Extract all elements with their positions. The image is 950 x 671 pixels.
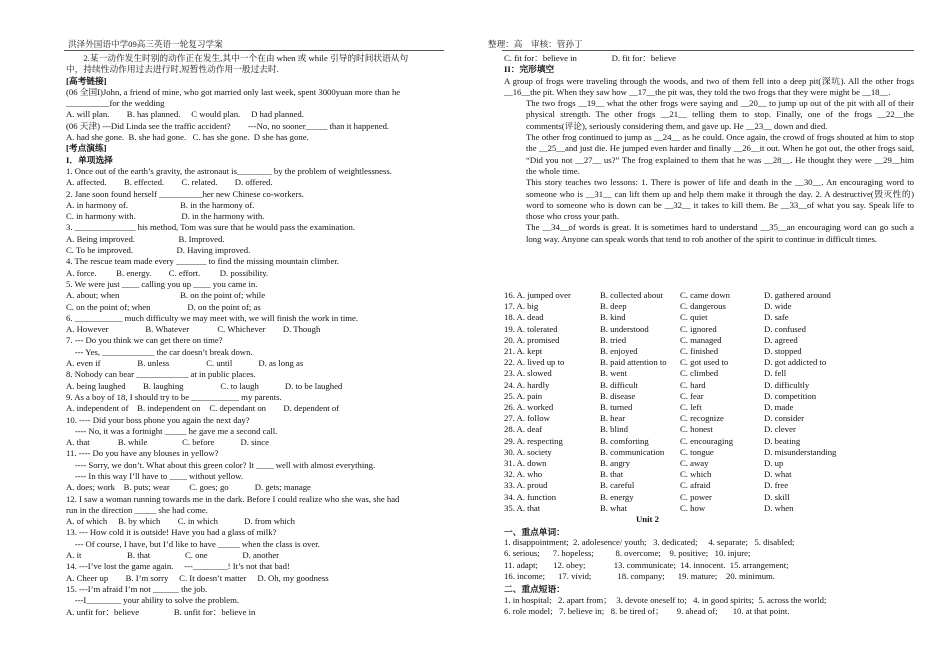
- text-line: A. affected. B. effected. C. related. D. offered.: [66, 177, 273, 188]
- cloze-option: 18. A. dead: [504, 312, 544, 323]
- cloze-option: D. skill: [764, 491, 790, 502]
- text-line: C. in harmony with. D. in the harmony with.: [66, 211, 265, 222]
- cloze-option: 19. A. tolerated: [504, 323, 558, 334]
- cloze-option: C. quiet: [680, 312, 708, 323]
- cloze-option: B. understood: [600, 323, 649, 334]
- cloze-option: B. enjoyed: [600, 346, 638, 356]
- cloze-option: D. misunderstanding: [764, 446, 837, 457]
- cloze-option: C. came down: [680, 290, 730, 300]
- text-line: A. Cheer up B. I’m sorry C. It doesn’t matter D. Oh, my goodness: [66, 572, 329, 583]
- cloze-option: B. turned: [600, 402, 633, 412]
- cloze-option: C. which: [680, 469, 712, 480]
- text-line: --- Yes, ____________ the car doesn’t break down.: [66, 346, 253, 357]
- cloze-option: B. that: [600, 469, 624, 480]
- text-line: 14. ---I’ve lost the game again. ---________! It’s not that bad!: [66, 561, 290, 572]
- cloze-option: C. how: [680, 502, 706, 513]
- text-line: 3. ______________ his method, Tom was sure that he would pass the examination.: [66, 222, 356, 233]
- cloze-option: B. energy: [600, 491, 634, 502]
- cloze-option: D. gathered around: [764, 290, 831, 300]
- text-line: A. force. B. energy. C. effort. D. possibility.: [66, 267, 269, 278]
- cloze-option: 21. A. kept: [504, 346, 543, 356]
- cloze-option: 27. A. follow: [504, 413, 550, 424]
- text-line: ---- In this way I’ll have to ____ without yellow.: [66, 470, 244, 481]
- option-line-15cd: C. fit for：believe in D. fit for：believe: [504, 53, 677, 63]
- text-line: A. had she gone. B. she had gone. C. has she gone. D she has gone.: [66, 132, 309, 143]
- cloze-option: 22. A. lived up to: [504, 357, 565, 368]
- cloze-option: D. consider: [764, 413, 805, 424]
- cloze-option: C. finished: [680, 346, 719, 356]
- cloze-option: D. clever: [764, 424, 796, 435]
- cloze-paragraph: A group of frogs were traveling through the woods, and two of them fell into a deep pit(深坑). All the other frogs __16__the pit. When they saw how __17__the pit was, they told the two frogs that they were might be __18__.: [504, 75, 914, 97]
- section-heading: [高考链接]: [66, 75, 107, 86]
- text-line: C. on the point of; when D. on the point of; as: [66, 301, 261, 312]
- text-line: 2. Jane soon found herself __________her new Chinese co-workers.: [66, 188, 304, 199]
- cloze-option: 28. A. deaf: [504, 424, 543, 435]
- text-line: A. However B. Whatever C. Whichever D. Though: [66, 324, 321, 335]
- text-line: ---I________ your ability to solve the problem.: [66, 595, 239, 606]
- cloze-option: D. beating: [764, 435, 801, 446]
- cloze-option: C. recognize: [680, 413, 724, 424]
- vocab-line: 11. adapt; 12. obey; 13. communicate; 14. innocent. 15. arrangement;: [504, 559, 789, 570]
- cloze-option: C. encouraging: [680, 435, 734, 446]
- cloze-option: B. kind: [600, 312, 626, 323]
- cloze-paragraph: The other frog continued to jump as __24__ as he could. Once again, the crowd of frogs shouted at him to stop the __25__and just die. He jumped even harder and finally __26__it out. When he got out, the other frogs said, “Did you not __27__ us?” The frog explained to them that he was __28__. He thought they were __29__him the whole time.: [526, 132, 914, 176]
- text-line: 8. Nobody can bear ____________ at in public places.: [66, 369, 256, 380]
- header-rule-right: [502, 50, 914, 51]
- text-line: 7. --- Do you think we can get there on time?: [66, 335, 223, 346]
- cloze-option: 32. A. who: [504, 469, 543, 480]
- cloze-option: 24. A. hardly: [504, 379, 550, 390]
- vocab-line: 16. income; 17. vivid; 18. company; 19. mature; 20. minimum.: [504, 570, 775, 581]
- cloze-option: 34. A. function: [504, 491, 557, 502]
- header-rule-left: [64, 50, 444, 51]
- vocab-line: 6. serious; 7. hopeless; 8. overcome; 9. positive; 10. injure;: [504, 548, 751, 559]
- text-line: 12. I saw a woman running towards me in the dark. Before I could realize who she was, she had: [66, 493, 400, 504]
- cloze-option: C. honest: [680, 424, 713, 435]
- text-line: 5. We were just ____ calling you up ____ you came in.: [66, 278, 258, 289]
- cloze-option: C. got used to: [680, 357, 729, 368]
- text-line: 2.某一动作发生时别的动作正在发生,其中一个在由 when 或 while 引导的时间状语从句: [66, 53, 409, 63]
- text-line: A. unfit for：believe B. unfit for：believe in: [66, 606, 256, 617]
- text-line: A. being laughed B. laughing C. to laugh D. to be laughed: [66, 380, 343, 391]
- unit-title: Unit 2: [636, 514, 659, 524]
- phrase-line: 1. in hospital; 2. apart from； 3. devote oneself to; 4. in good spirits; 5. across the world;: [504, 595, 827, 605]
- cloze-option: D. safe: [764, 312, 789, 323]
- section-heading: [考点演练]: [66, 143, 107, 154]
- cloze-option: D. free: [764, 480, 789, 491]
- cloze-option: C. dangerous: [680, 301, 726, 312]
- text-line: 6. ___________ much difficulty we may meet with, we will finish the work in time.: [66, 312, 359, 323]
- cloze-option: B. difficult: [600, 379, 638, 390]
- cloze-option: D. when: [764, 502, 794, 513]
- cloze-option: 17. A. big: [504, 301, 539, 312]
- text-line: 15. ---I’m afraid I’m not ______ the job.: [66, 583, 208, 594]
- cloze-option: 31. A. down: [504, 458, 547, 468]
- cloze-option: B. tried: [600, 334, 627, 345]
- text-line: 9. As a boy of 18, I should try to be ___________ my parents.: [66, 391, 282, 402]
- cloze-option: B. went: [600, 368, 628, 379]
- text-line: A. in harmony of. B. in the harmony of.: [66, 199, 255, 210]
- cloze-option: B. comforting: [600, 435, 649, 446]
- cloze-option: D. fell: [764, 368, 787, 379]
- text-line: A. independent of B. independent on C. dependant on D. dependent of: [66, 403, 340, 414]
- text-line: ---- Sorry, we don’t. What about this green color? It ____ well with almost everything.: [66, 459, 376, 470]
- cloze-heading: II：完形填空: [504, 64, 555, 75]
- vocab-line: 1. disappointment; 2. adolesence/ youth; 3. dedicated; 4. separate; 5. disabled;: [504, 537, 795, 547]
- cloze-option: D. confused: [764, 323, 806, 334]
- text-line: __________for the wedding: [66, 98, 165, 109]
- text-line: A. Being improved. B. Improved.: [66, 233, 225, 244]
- text-line: 11. ---- Do you have any blouses in yellow?: [66, 448, 219, 459]
- cloze-paragraph: The two frogs __19__ what the other frogs were saying and __20__ to jump up out of the pit with all of their physical strength. The other frogs __21__ telling them to stop. Finally, one of the frogs __22__the comments(评论), seriously considering them, and gave up. He __23__ down and died.: [526, 98, 914, 131]
- cloze-option: D. agreed: [764, 334, 798, 345]
- cloze-option: 33. A. proud: [504, 480, 548, 491]
- cloze-option: D. got addicted to: [764, 357, 827, 368]
- text-line: A. that B. while C. before D. since: [66, 437, 269, 448]
- cloze-option: C. away: [680, 458, 709, 468]
- cloze-option: D. stopped: [764, 346, 802, 356]
- cloze-option: D. difficultly: [764, 379, 810, 390]
- cloze-option: C. climbed: [680, 368, 719, 379]
- cloze-option: B. disease: [600, 390, 636, 401]
- cloze-option: 23. A. slowed: [504, 368, 552, 379]
- cloze-option: D. wide: [764, 301, 792, 312]
- cloze-paragraph: This story teaches two lessons: 1. There is power of life and death in the __30__. An encouraging word to someone who is __31__ can lift them up and help them make it through the day. 2. A destructive(毁灭性的) word to someone who is down can be __32__ it takes to kill them. Be __33__of what you say. Speak life to those who cross your path.: [526, 177, 914, 222]
- cloze-option: B. careful: [600, 480, 635, 491]
- text-line: (06 天津) ---Did Linda see the traffic accident? ---No, no sooner_____ than it happened.: [66, 120, 390, 131]
- text-line: (06 全国I)John, a friend of mine, who got married only last week, spent 3000yuan more than he: [66, 86, 401, 97]
- cloze-option: C. power: [680, 491, 712, 502]
- cloze-option: C. fear: [680, 390, 704, 401]
- cloze-option: D. what: [764, 469, 792, 480]
- cloze-paragraph: The __34__of words is great. It is sometimes hard to understand __35__an encouraging word can go such a long way. Anyone can speak words that tend to rob another of the spirit to continue in difficult times.: [526, 222, 914, 244]
- right-column: [504, 53, 914, 245]
- cloze-option: B. angry: [600, 458, 630, 468]
- text-line: 4. The rescue team made every _______ to find the missing mountain climber.: [66, 256, 339, 267]
- cloze-option: 20. A. promised: [504, 334, 560, 345]
- text-line: 中，持续性动作用过去进行时,短暂性动作用一般过去时.: [66, 64, 279, 75]
- vocab-heading: 一、重点单词：: [504, 527, 565, 537]
- header-right: 整理：高 审核：管孙丁: [488, 39, 583, 49]
- section-heading: I．单项选择: [66, 154, 113, 165]
- text-line: A. does; work B. puts; wear C. goes; go D. gets; manage: [66, 482, 311, 493]
- cloze-option: C. left: [680, 402, 702, 412]
- text-line: 10. ---- Did your boss phone you again the next day?: [66, 414, 250, 425]
- cloze-option: B. communication: [600, 446, 665, 457]
- cloze-option: D. competition: [764, 390, 817, 401]
- text-line: A. it B. that C. one D. another: [66, 550, 280, 561]
- cloze-option: C. ignored: [680, 323, 717, 334]
- cloze-option: D. up: [764, 458, 784, 468]
- phrase-line: 6. role model; 7. believe in; 8. be tired of； 9. ahead of; 10. at that point.: [504, 606, 790, 617]
- phrase-heading: 二、重点短语：: [504, 584, 565, 594]
- text-line: --- Of course, I have, but I’d like to have _____ when the class is over.: [66, 538, 320, 549]
- cloze-option: C. afraid: [680, 480, 711, 491]
- cloze-option: B. deep: [600, 301, 627, 312]
- text-line: A. about; when B. on the point of; while: [66, 290, 266, 301]
- cloze-option: 16. A. jumped over: [504, 290, 571, 300]
- cloze-option: 35. A. that: [504, 502, 541, 513]
- cloze-option: C. tongue: [680, 446, 714, 457]
- text-line: A. of which B. by which C. in which D. from which: [66, 516, 295, 527]
- cloze-option: C. hard: [680, 379, 706, 390]
- text-line: ---- No, it was a fortnight _____ he gave me a second call.: [66, 425, 278, 436]
- text-line: C. To be improved. D. Having improved.: [66, 245, 251, 256]
- text-line: A. will plan. B. has planned. C would plan. D had planned.: [66, 109, 304, 120]
- text-line: 1. Once out of the earth’s gravity, the astronaut is________ by the problem of weightlessness.: [66, 165, 392, 176]
- cloze-option: B. paid attention to: [600, 357, 667, 368]
- text-line: 13. --- How cold it is outside! Have you had a glass of milk?: [66, 527, 277, 538]
- text-line: run in the direction _____ she had come.: [66, 504, 208, 515]
- cloze-option: 29. A. respecting: [504, 435, 563, 446]
- cloze-option: B. what: [600, 502, 628, 513]
- cloze-option: B. hear: [600, 413, 626, 424]
- cloze-option: C. managed: [680, 334, 722, 345]
- cloze-option: 25. A. pain: [504, 390, 543, 401]
- left-column: [66, 53, 452, 618]
- cloze-option: B. blind: [600, 424, 628, 435]
- header-left: 洪泽外国语中学09高三英语一轮复习学案: [68, 39, 223, 49]
- cloze-option: D. made: [764, 402, 794, 412]
- text-line: A. even if B. unless C. until D. as long as: [66, 358, 304, 369]
- cloze-option: 30. A. society: [504, 446, 552, 457]
- cloze-option: B. collected about: [600, 290, 663, 300]
- cloze-option: 26. A. worked: [504, 402, 554, 412]
